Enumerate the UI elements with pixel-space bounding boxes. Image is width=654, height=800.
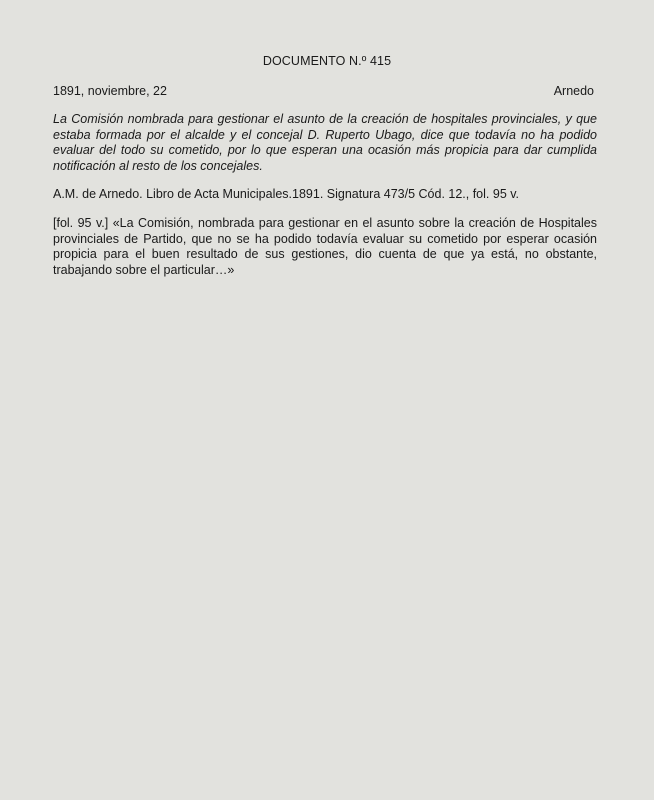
document-title: DOCUMENTO N.º 415 xyxy=(262,54,392,68)
document-place: Arnedo xyxy=(553,84,594,98)
document-transcription: [fol. 95 v.] «La Comisión, nombrada para gestionar en el asunto sobre la creación de Hospitales provinciales de Partido, que no se ha podido todavía evaluar su cometido por esperar ocasión propicia para el buen resultado de sus gestiones, dio cuenta de que ya está, no obstante, trabajando sobre el particular…» xyxy=(53,216,597,277)
document-summary: La Comisión nombrada para gestionar el asunto de la creación de hospitales provinciales, y que estaba formada por el alcalde y el concejal D. Ruperto Ubago, dice que todavía no ha podido evaluar del todo su cometido, por lo que esperan una ocasión más propicia para dar cumplida notificación al resto de los concejales. xyxy=(53,112,597,173)
document-date: 1891, noviembre, 22 xyxy=(53,84,167,98)
archive-source: A.M. de Arnedo. Libro de Acta Municipales.1891. Signatura 473/5 Cód. 12., fol. 95 v. xyxy=(53,187,520,201)
date-place-line xyxy=(53,84,594,98)
